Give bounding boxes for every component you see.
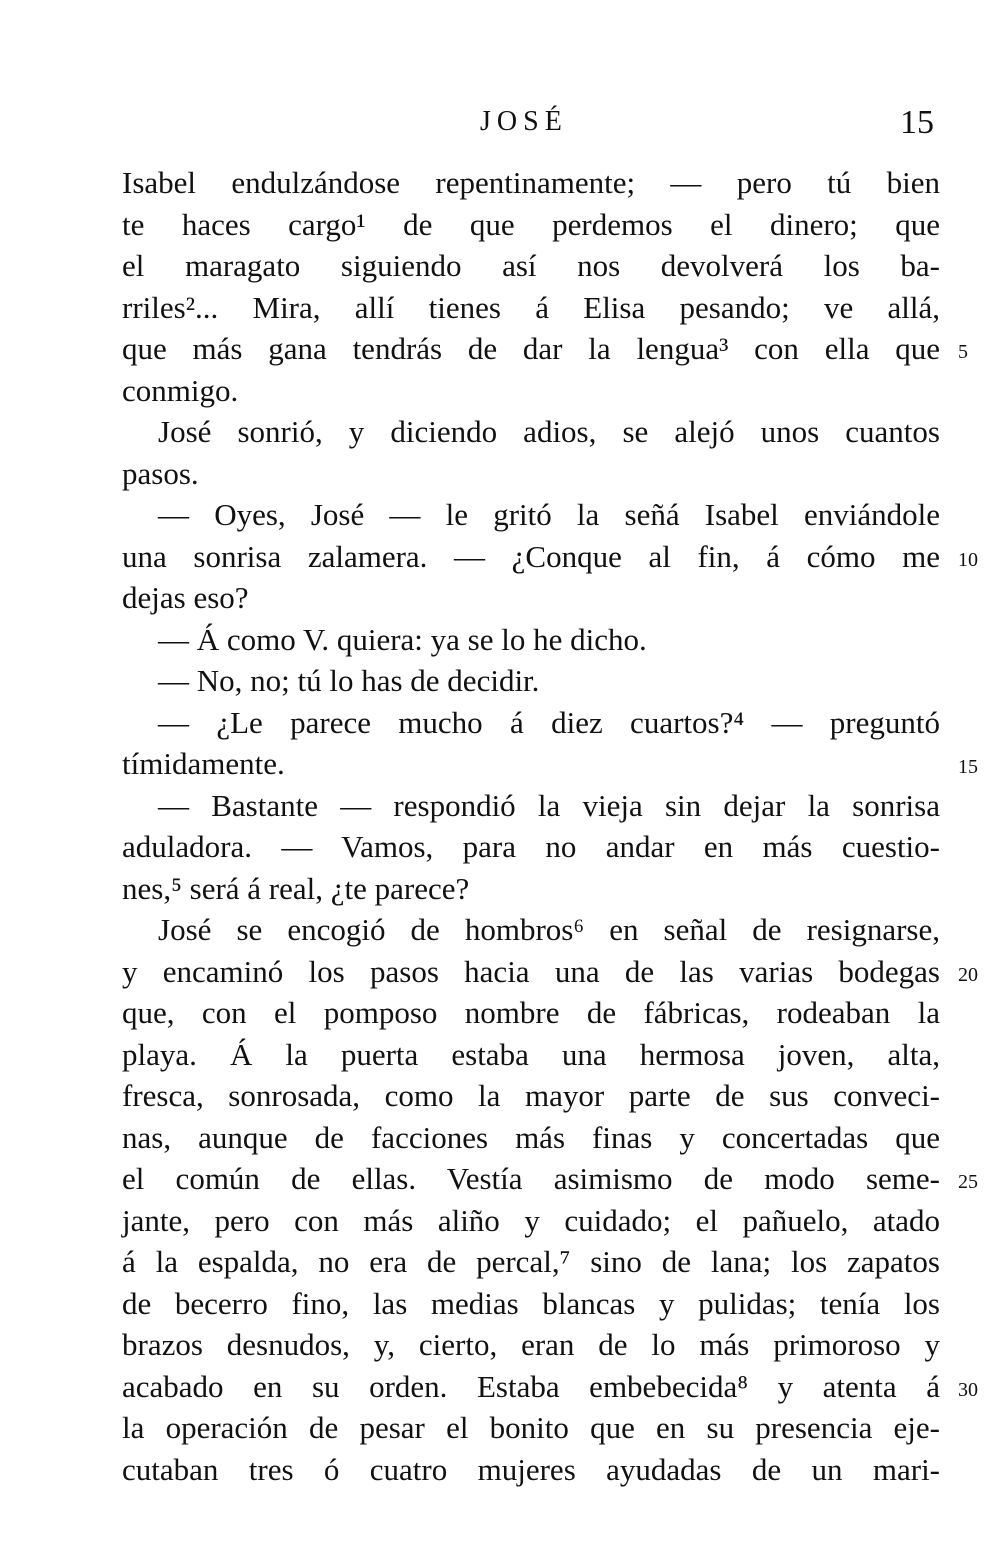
line-number: 20 <box>958 963 978 986</box>
text-line <box>122 494 940 536</box>
text-line <box>122 1158 978 1200</box>
text-line <box>122 826 940 868</box>
text-line <box>122 702 940 744</box>
text-line <box>122 1283 940 1325</box>
text-line <box>122 453 940 495</box>
running-title: JOSÉ <box>480 106 568 137</box>
line-text: conmigo. <box>122 372 239 408</box>
line-number: 25 <box>958 1171 978 1193</box>
line-text: — Oyes, José — le gritó la señá Isabel enviándole <box>158 497 940 532</box>
line-text: — Á como V. quiera: ya se lo he dicho. <box>158 621 647 657</box>
text-line <box>122 1407 940 1449</box>
line-text: que, con el pomposo nombre de fábricas, rodeaban la <box>122 995 940 1030</box>
line-number: 10 <box>958 548 978 571</box>
text-line <box>122 660 940 702</box>
text-line <box>122 951 978 993</box>
text-line <box>122 328 968 370</box>
line-text: pasos. <box>122 455 199 491</box>
text-line <box>122 1117 940 1159</box>
text-line <box>122 536 978 578</box>
line-text: una sonrisa zalamera. — ¿Conque al fin, á cómo me <box>122 538 940 574</box>
text-line <box>122 1034 940 1076</box>
line-text: fresca, sonrosada, como la mayor parte de sus conveci- <box>122 1078 940 1113</box>
text-line <box>122 1366 978 1408</box>
line-text: Isabel endulzándose repentinamente; — pero tú bien <box>122 165 940 200</box>
line-text: de becerro fino, las medias blancas y pulidas; tenía los <box>122 1285 940 1321</box>
text-line <box>122 162 940 204</box>
line-text: te haces cargo¹ de que perdemos el dinero; que <box>122 206 940 242</box>
text-line <box>122 619 940 661</box>
text-line <box>122 743 978 785</box>
text-line <box>122 287 940 329</box>
line-text: aduladora. — Vamos, para no andar en más cuestio- <box>122 829 940 864</box>
line-text: que más gana tendrás de dar la lengua³ con ella que <box>122 331 940 366</box>
line-text: á la espalda, no era de percal,⁷ sino de lana; los zapatos <box>122 1244 940 1279</box>
line-text: acabado en su orden. Estaba embebecida⁸ y atenta á <box>122 1368 940 1404</box>
text-line <box>122 909 940 951</box>
text-line <box>122 577 940 619</box>
line-text: la operación de pesar el bonito que en su presencia eje- <box>122 1410 940 1445</box>
line-text: el común de ellas. Vestía asimismo de modo seme- <box>122 1161 940 1196</box>
line-text: jante, pero con más aliño y cuidado; el pañuelo, atado <box>122 1202 940 1238</box>
text-line <box>122 370 940 412</box>
text-line <box>122 1449 940 1491</box>
line-text: el maragato siguiendo así nos devolverá los ba- <box>122 248 940 283</box>
running-head <box>0 100 1000 140</box>
line-text: José sonrió, y diciendo adios, se alejó unos cuantos <box>158 414 940 449</box>
line-number: 15 <box>958 756 978 778</box>
text-line <box>122 1075 940 1117</box>
line-text: y encaminó los pasos hacia una de las varias bodegas <box>122 953 940 989</box>
text-line <box>122 868 940 910</box>
page-number: 15 <box>900 104 934 141</box>
body-text <box>122 162 978 1490</box>
line-text: nas, aunque de facciones más finas y concertadas que <box>122 1119 940 1155</box>
line-text: José se encogió de hombros⁶ en señal de resignarse, <box>158 912 940 947</box>
text-line <box>122 1324 940 1366</box>
line-text: — ¿Le parece mucho á diez cuartos?⁴ — preguntó <box>158 704 940 740</box>
text-line <box>122 245 940 287</box>
line-text: — No, no; tú lo has de decidir. <box>158 663 540 698</box>
line-text: dejas eso? <box>122 580 249 615</box>
line-text: nes,⁵ será á real, ¿te parece? <box>122 870 470 906</box>
line-text: — Bastante — respondió la vieja sin dejar la sonrisa <box>158 787 940 823</box>
text-line <box>122 785 940 827</box>
text-line <box>122 204 940 246</box>
line-text: tímidamente. <box>122 746 285 781</box>
text-line <box>122 411 940 453</box>
line-text: rriles²... Mira, allí tienes á Elisa pesando; ve allá, <box>122 289 940 325</box>
text-line <box>122 1200 940 1242</box>
text-line <box>122 992 940 1034</box>
line-text: playa. Á la puerta estaba una hermosa joven, alta, <box>122 1036 940 1072</box>
line-number: 30 <box>958 1378 978 1401</box>
line-text: cutaban tres ó cuatro mujeres ayudadas de un mari- <box>122 1451 940 1487</box>
text-line <box>122 1241 940 1283</box>
line-number: 5 <box>958 341 968 363</box>
line-text: brazos desnudos, y, cierto, eran de lo más primoroso y <box>122 1327 940 1362</box>
